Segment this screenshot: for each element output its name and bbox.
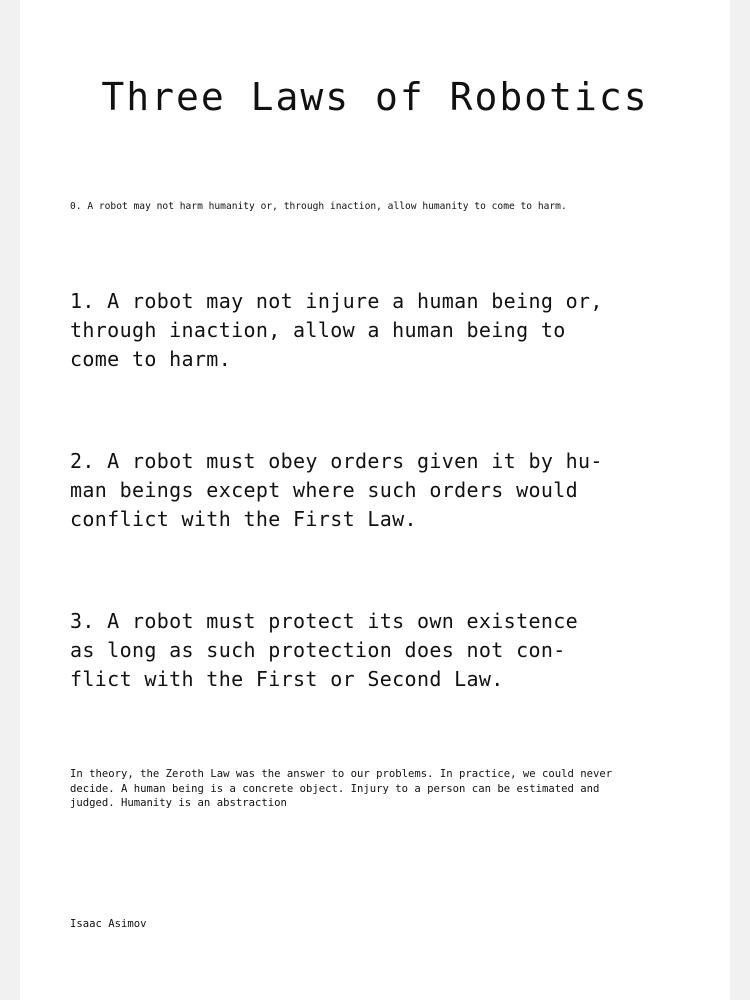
asimov-quote xyxy=(70,767,690,811)
third-law-line: flict with the First or Second Law. xyxy=(70,667,504,691)
poster-title: Three Laws of Robotics xyxy=(101,75,649,119)
quote-line: judged. Humanity is an abstraction xyxy=(70,797,287,809)
poster-page xyxy=(20,0,730,1000)
first-law-line: through inaction, allow a human being to xyxy=(70,318,566,342)
quote-author: Isaac Asimov xyxy=(70,918,147,930)
quote-line: decide. A human being is a concrete object. Injury to a person can be estimated and xyxy=(70,782,600,795)
first-law-line: 1. A robot may not injure a human being or, xyxy=(70,289,603,313)
quote-line: In theory, the Zeroth Law was the answer to our problems. In practice, we could never xyxy=(70,768,613,780)
third-law xyxy=(70,607,710,694)
second-law-line: 2. A robot must obey orders given it by hu- xyxy=(70,449,603,473)
second-law xyxy=(70,447,710,534)
second-law-line: man beings except where such orders would xyxy=(70,478,579,502)
first-law-line: come to harm. xyxy=(70,347,232,371)
first-law xyxy=(70,287,710,374)
third-law-line: 3. A robot must protect its own existence xyxy=(70,609,579,633)
zeroth-law-text: 0. A robot may not harm humanity or, through inaction, allow humanity to come to harm. xyxy=(70,201,567,212)
second-law-line: conflict with the First Law. xyxy=(70,507,417,531)
third-law-line: as long as such protection does not con- xyxy=(70,638,566,662)
